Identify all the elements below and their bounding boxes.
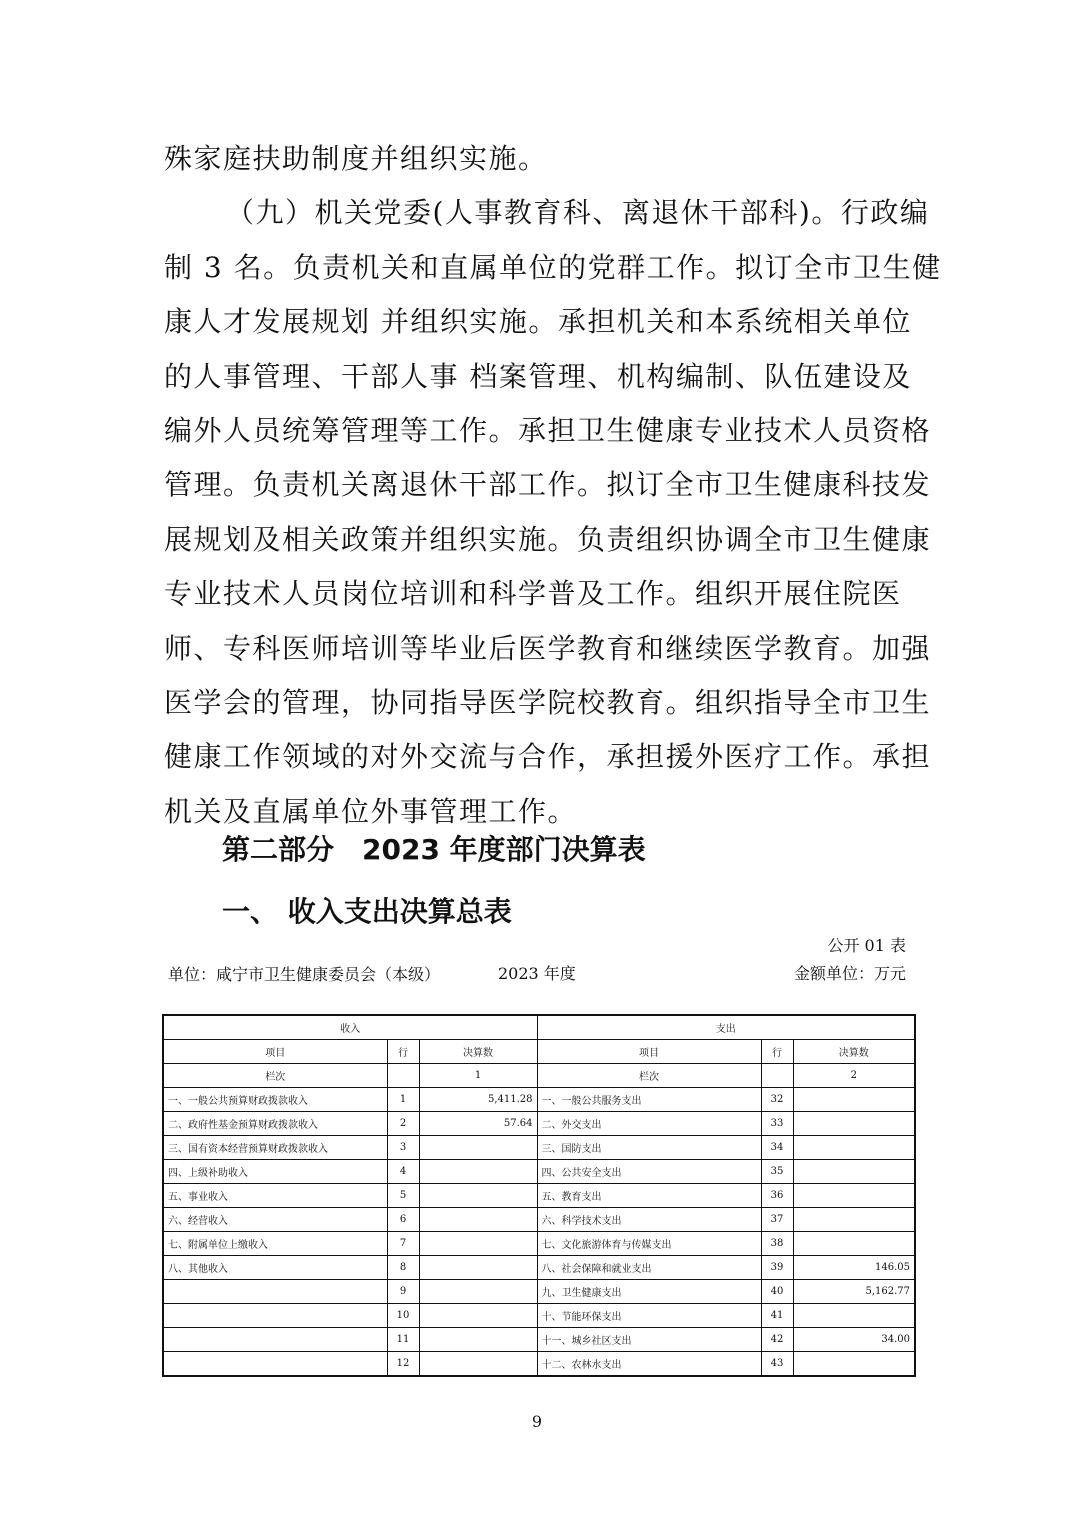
income-expense-table [162,1014,916,1377]
column-header-row: 行 [761,1040,793,1064]
income-row-number-cell: 8 [387,1256,419,1280]
expense-item-cell: 十二、农林水支出 [537,1352,761,1377]
column-header-item: 项目 [537,1040,761,1064]
income-amount-cell [419,1352,537,1377]
expense-row-number-cell: 42 [761,1328,793,1352]
income-item-cell: 八、其他收入 [163,1256,387,1280]
table-column-header-row [163,1040,915,1064]
table-row [163,1352,915,1377]
empty-cell [761,1064,793,1088]
paragraph-line: 医学会的管理，协同指导医学院校教育。组织指导全市卫生 [164,685,932,719]
expense-column-number: 2 [793,1064,915,1088]
expense-row-number-cell: 39 [761,1256,793,1280]
income-item-cell: 五、事业收入 [163,1184,387,1208]
income-amount-cell [419,1208,537,1232]
paragraph-line: 编外人员统筹管理等工作。承担卫生健康专业技术人员资格 [164,413,932,447]
table-lanci-row [163,1064,915,1088]
income-item-cell [163,1304,387,1328]
column-header-row: 行 [387,1040,419,1064]
expense-amount-cell: 5,162.77 [793,1280,915,1304]
paragraph-line: 机关及直属单位外事管理工作。 [164,794,578,828]
expense-item-cell: 三、国防支出 [537,1136,761,1160]
paragraph-line: 制 3 名。负责机关和直属单位的党群工作。拟订全市卫生健 [164,250,942,284]
paragraph-line: （九）机关党委(人事教育科、离退休干部科)。行政编 [226,196,930,230]
income-amount-cell [419,1304,537,1328]
table-body [163,1088,915,1377]
empty-cell [387,1064,419,1088]
income-row-number-cell: 3 [387,1136,419,1160]
income-row-number-cell: 9 [387,1280,419,1304]
expense-item-cell: 十一、城乡社区支出 [537,1328,761,1352]
section-title: 一、 收入支出决算总表 [222,895,512,928]
income-row-number-cell: 6 [387,1208,419,1232]
expense-item-cell: 一、一般公共服务支出 [537,1088,761,1112]
expense-row-number-cell: 41 [761,1304,793,1328]
expense-row-number-cell: 40 [761,1280,793,1304]
column-header-amount: 决算数 [419,1040,537,1064]
expense-row-number-cell: 33 [761,1112,793,1136]
income-amount-cell [419,1256,537,1280]
income-row-number-cell: 10 [387,1304,419,1328]
expense-row-number-cell: 36 [761,1184,793,1208]
expense-row-number-cell: 34 [761,1136,793,1160]
income-item-cell: 三、国有资本经营预算财政拨款收入 [163,1136,387,1160]
paragraph-line: 展规划及相关政策并组织实施。负责组织协调全市卫生健康 [164,522,932,556]
expense-amount-cell [793,1304,915,1328]
income-row-number-cell: 12 [387,1352,419,1377]
paragraph-line: 殊家庭扶助制度并组织实施。 [164,142,548,175]
income-amount-cell [419,1232,537,1256]
column-header-item: 项目 [163,1040,387,1064]
expense-amount-cell [793,1112,915,1136]
paragraph-line: 管理。负责机关离退休干部工作。拟订全市卫生健康科技发 [164,468,932,502]
expense-amount-cell [793,1352,915,1377]
page-number: 9 [531,1412,543,1431]
paragraph-line: 健康工作领域的对外交流与合作，承担援外医疗工作。承担 [164,740,932,774]
lanci-label: 栏次 [537,1064,761,1088]
expense-row-number-cell: 38 [761,1232,793,1256]
part-title: 第二部分 2023 年度部门决算表 [222,833,646,866]
income-amount-cell: 5,411.28 [419,1088,537,1112]
income-item-cell: 二、政府性基金预算财政拨款收入 [163,1112,387,1136]
expense-row-number-cell: 43 [761,1352,793,1377]
expense-item-cell: 十、节能环保支出 [537,1304,761,1328]
lanci-label: 栏次 [163,1064,387,1088]
table-row [163,1088,915,1112]
expense-item-cell: 九、卫生健康支出 [537,1280,761,1304]
table-row [163,1184,915,1208]
expense-header: 支出 [537,1015,915,1040]
money-unit-label: 金额单位：万元 [793,964,906,983]
expense-amount-cell [793,1088,915,1112]
table-row [163,1280,915,1304]
expense-amount-cell [793,1184,915,1208]
expense-row-number-cell: 32 [761,1088,793,1112]
income-row-number-cell: 4 [387,1160,419,1184]
expense-amount-cell [793,1232,915,1256]
income-amount-cell [419,1280,537,1304]
income-column-number: 1 [419,1064,537,1088]
expense-amount-cell [793,1160,915,1184]
form-number: 公开 01 表 [827,936,906,955]
income-item-cell [163,1352,387,1377]
income-amount-cell: 57.64 [419,1112,537,1136]
income-item-cell: 四、上级补助收入 [163,1160,387,1184]
table-row [163,1160,915,1184]
table-header-row [163,1015,915,1040]
income-row-number-cell: 11 [387,1328,419,1352]
paragraph-line: 师、专科医师培训等毕业后医学教育和继续医学教育。加强 [164,631,932,665]
table-row [163,1328,915,1352]
table-row [163,1304,915,1328]
income-item-cell [163,1328,387,1352]
table-row [163,1232,915,1256]
income-row-number-cell: 1 [387,1088,419,1112]
expense-item-cell: 四、公共安全支出 [537,1160,761,1184]
income-amount-cell [419,1136,537,1160]
income-item-cell: 七、附属单位上缴收入 [163,1232,387,1256]
expense-row-number-cell: 37 [761,1208,793,1232]
expense-row-number-cell: 35 [761,1160,793,1184]
income-header: 收入 [163,1015,537,1040]
table-row [163,1208,915,1232]
table-row [163,1112,915,1136]
expense-item-cell: 二、外交支出 [537,1112,761,1136]
income-amount-cell [419,1160,537,1184]
column-header-amount: 决算数 [793,1040,915,1064]
expense-amount-cell: 34.00 [793,1328,915,1352]
income-row-number-cell: 2 [387,1112,419,1136]
expense-amount-cell: 146.05 [793,1256,915,1280]
paragraph-line: 专业技术人员岗位培训和科学普及工作。组织开展住院医 [164,577,902,611]
expense-item-cell: 七、文化旅游体育与传媒支出 [537,1232,761,1256]
income-item-cell: 六、经营收入 [163,1208,387,1232]
income-row-number-cell: 7 [387,1232,419,1256]
income-item-cell: 一、一般公共预算财政拨款收入 [163,1088,387,1112]
expense-item-cell: 八、社会保障和就业支出 [537,1256,761,1280]
income-row-number-cell: 5 [387,1184,419,1208]
table-row [163,1136,915,1160]
income-amount-cell [419,1328,537,1352]
expense-amount-cell [793,1136,915,1160]
expense-amount-cell [793,1208,915,1232]
paragraph-line: 康人才发展规划 并组织实施。承担机关和本系统相关单位 [164,305,912,339]
table-row [163,1256,915,1280]
paragraph-line: 的人事管理、干部人事 档案管理、机构编制、队伍建设及 [164,359,912,393]
body-paragraph [164,132,942,839]
income-amount-cell [419,1184,537,1208]
unit-label: 单位：咸宁市卫生健康委员会（本级） [168,965,441,984]
expense-item-cell: 六、科学技术支出 [537,1208,761,1232]
expense-item-cell: 五、教育支出 [537,1184,761,1208]
income-item-cell [163,1280,387,1304]
year-label: 2023 年度 [498,964,576,983]
